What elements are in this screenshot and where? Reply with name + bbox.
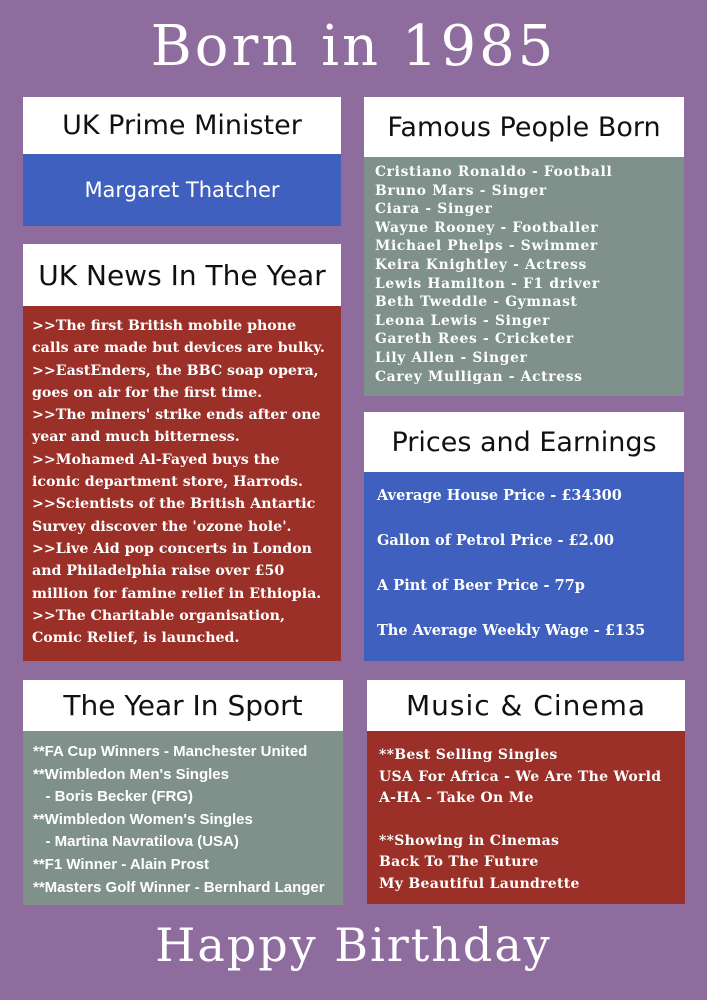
music-body <box>367 731 685 904</box>
prices-list <box>364 472 684 641</box>
famous-item: Keira Knightley - Actress <box>375 256 587 273</box>
news-item: >>Scientists of the British Antartic Survey discover the 'ozone hole'. <box>32 496 316 535</box>
sport-item: **F1 Winner - Alain Prost <box>33 855 210 873</box>
news-item: >>EastEnders, the BBC soap opera, goes on air for the first time. <box>32 362 319 401</box>
news-item: >>Live Aid pop concerts in London and Philadelphia raise over £50 million for famine relief in Ethiopia. <box>32 540 322 602</box>
famous-heading: Famous People Born <box>364 97 684 157</box>
sport-item: **Masters Golf Winner - Bernhard Langer <box>33 878 325 896</box>
famous-item: Leona Lewis - Singer <box>375 312 551 329</box>
price-item: Gallon of Petrol Price - £2.00 <box>377 532 614 549</box>
famous-body <box>364 157 684 396</box>
famous-item: Gareth Rees - Cricketer <box>375 331 574 348</box>
singles-heading: **Best Selling Singles <box>379 747 558 763</box>
price-item: Average House Price - £34300 <box>377 487 622 504</box>
famous-item: Bruno Mars - Singer <box>375 182 547 199</box>
sport-list <box>23 731 343 899</box>
card-title: Born in 1985 <box>150 14 557 79</box>
cinema-heading: **Showing in Cinemas <box>379 832 560 849</box>
news-panel <box>23 244 341 661</box>
prime-minister-heading: UK Prime Minister <box>23 97 341 154</box>
famous-item: Michael Phelps - Swimmer <box>375 238 599 255</box>
famous-item: Carey Mulligan - Actress <box>375 368 583 385</box>
sport-item: - Martina Navratilova (USA) <box>33 833 239 851</box>
sport-item: **FA Cup Winners - Manchester United <box>33 743 308 760</box>
single-item: USA For Africa - We Are The World <box>379 768 662 785</box>
famous-item: Lewis Hamilton - F1 driver <box>375 275 600 292</box>
card-footer: Happy Birthday <box>155 918 552 972</box>
news-list <box>23 306 341 649</box>
single-item: A-HA - Take On Me <box>379 790 534 807</box>
prime-minister-panel <box>23 97 341 226</box>
famous-list <box>364 157 684 386</box>
news-item: >>The Charitable organisation, Comic Relief, is launched. <box>32 607 285 647</box>
prime-minister-body <box>23 154 341 226</box>
news-item: >>Mohamed Al-Fayed buys the iconic department store, Harrods. <box>32 451 303 491</box>
famous-item: Cristiano Ronaldo - Football <box>375 164 613 180</box>
music-heading: Music & Cinema <box>367 680 685 731</box>
famous-panel <box>364 97 684 396</box>
sport-item: **Wimbledon Women's Singles <box>33 810 253 828</box>
prices-body <box>364 472 684 661</box>
price-item: The Average Weekly Wage - £135 <box>377 622 646 639</box>
famous-item: Lily Allen - Singer <box>375 349 528 366</box>
famous-item: Wayne Rooney - Footballer <box>375 219 599 236</box>
prices-heading: Prices and Earnings <box>364 412 684 472</box>
price-item: A Pint of Beer Price - 77p <box>377 577 585 594</box>
cinema-item: My Beautiful Laundrette <box>379 875 580 892</box>
cinema-item: Back To The Future <box>379 854 539 871</box>
music-panel <box>367 680 685 904</box>
famous-item: Ciara - Singer <box>375 201 493 218</box>
famous-item: Beth Tweddle - Gymnast <box>375 294 578 311</box>
news-item: >>The first British mobile phone calls are made but devices are bulky. <box>32 318 325 357</box>
sport-item: - Boris Becker (FRG) <box>33 788 194 806</box>
sport-body <box>23 731 343 905</box>
prime-minister-name: Margaret Thatcher <box>84 178 280 202</box>
news-heading: UK News In The Year <box>23 244 341 306</box>
news-body <box>23 306 341 661</box>
news-item: >>The miners' strike ends after one year and much bitterness. <box>32 407 321 446</box>
section-gap <box>379 810 679 831</box>
prices-panel <box>364 412 684 661</box>
sport-heading: The Year In Sport <box>23 680 343 731</box>
sport-panel <box>23 680 343 905</box>
sport-item: **Wimbledon Men's Singles <box>33 765 229 783</box>
